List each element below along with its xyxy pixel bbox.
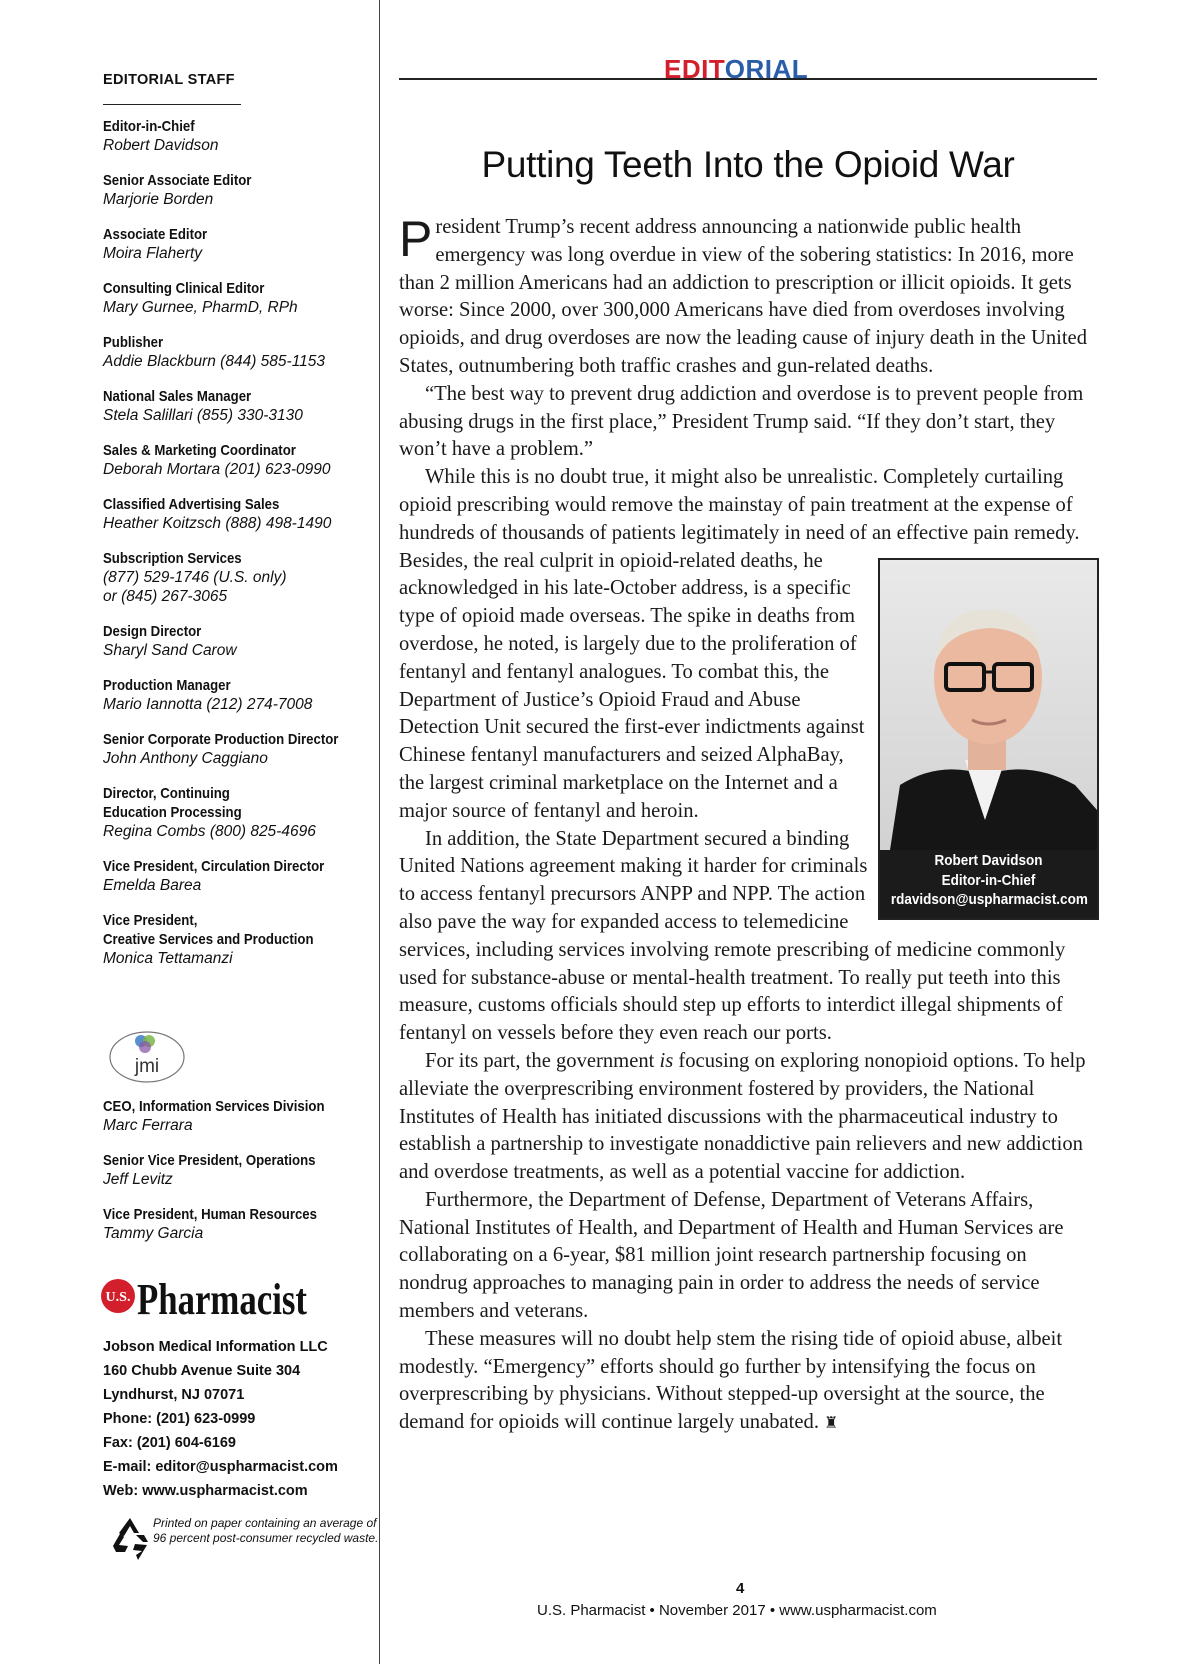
staff-role: Associate Editor [103,226,208,243]
staff-sidebar [0,0,380,1664]
fax: Fax: (201) 604-6169 [103,1435,236,1451]
staff-entry [103,1151,378,1189]
drop-cap: P [399,211,433,267]
staff-entry [103,441,378,479]
staff-name: Deborah Mortara (201) 623-0990 [103,461,331,478]
executive-list [103,1097,378,1259]
svg-text:U.S.: U.S. [105,1290,131,1305]
staff-name: Marjorie Borden [103,191,214,208]
company-name: Jobson Medical Information LLC [103,1339,328,1355]
staff-entry [103,857,378,895]
paragraph-1-text: resident Trump’s recent address announcing a nationwide public health emergency was long overdue in view of the sobering statistics: In 2016, more than 2 million Americans had an addiction to prescription or illicit opioids. It gets worse: Since 2000, over 300,000 Americans have died from overdoses involving opioids, and drug overdoses are now the leading cause of injury death in the United States, outnumbering both traffic crashes and gun-related deaths. [399,216,1087,377]
paragraph-7: Furthermore, the Department of Defense, Department of Veterans Affairs, National Institutes of Health, and Department of Health and Human Services are collaborating on a 6-year, $81 million joint research partnership focusing on nondrug approaches to managing pain in order to address the needs of service members and veterans. [399,1188,1064,1323]
paragraph-8 [399,1326,1099,1437]
staff-role: Publisher [103,334,164,351]
author-card [878,558,1099,920]
author-name: Robert Davidson [934,852,1043,870]
staff-entry [103,784,378,841]
staff-entry [103,225,378,263]
staff-entry [103,1097,378,1135]
address-line-1: 160 Chubb Avenue Suite 304 [103,1363,301,1379]
jmi-logo-text: jmi [134,1056,160,1077]
staff-name: John Anthony Caggiano [103,750,268,767]
staff-role: Director, Continuing Education Processing [103,785,242,821]
article-body [399,211,1099,1437]
staff-role: Senior Corporate Production Director [103,731,339,748]
staff-role: CEO, Information Services Division [103,1098,325,1115]
staff-entry [103,549,378,606]
phone: Phone: (201) 623-0999 [103,1411,256,1427]
staff-name: Marc Ferrara [103,1117,193,1134]
staff-heading: EDITORIAL STAFF [103,72,235,88]
svg-text:Pharmacist: Pharmacist [137,1275,308,1324]
paragraph-5: In addition, the State Department secured a binding United Nations agreement making it harder for criminals to access fentanyl precursors ANPP and NPP. The action also pave the way for expanded access to telemedicine services, including services involving remote prescribing of medicine commonly used for substance-abuse or mental-health treatment. To really put teeth into this measure, customs officials should step up efforts to interdict illegal shipments of fentanyl on vessels before they even reach our ports. [399,827,1066,1045]
staff-role: Senior Associate Editor [103,172,252,189]
staff-name: Heather Koitzsch (888) 498-1490 [103,515,332,532]
staff-name: Jeff Levitz [103,1171,173,1188]
staff-name: or (845) 267-3065 [103,588,228,605]
end-mark-icon: ♜ [824,1413,839,1433]
staff-entry [103,495,378,533]
staff-role: Subscription Services [103,550,242,567]
author-caption [880,851,1097,910]
web-link[interactable]: Web: www.uspharmacist.com [103,1483,308,1499]
staff-entry [103,622,378,660]
us-pharmacist-logo [101,1270,311,1322]
staff-list [103,117,378,984]
staff-name: Regina Combs (800) 825-4696 [103,823,316,840]
paragraph-6-emphasis: is [659,1049,674,1072]
staff-divider [103,104,241,105]
staff-role: Vice President, Creative Services and Production [103,912,314,948]
staff-name: Mario Iannotta (212) 274-7008 [103,696,313,713]
paragraph-1 [399,211,1099,381]
staff-role: Editor-in-Chief [103,118,195,135]
author-title: Editor-in-Chief [941,871,1036,889]
staff-role: Design Director [103,623,202,640]
address-line-2: Lyndhurst, NJ 07071 [103,1387,245,1403]
author-email[interactable]: rdavidson@uspharmacist.com [890,891,1088,909]
staff-entry [103,911,378,968]
staff-entry [103,387,378,425]
staff-role: Sales & Marketing Coordinator [103,442,296,459]
publisher-contact [103,1335,338,1503]
staff-role: National Sales Manager [103,388,252,405]
staff-name: Emelda Barea [103,877,202,894]
staff-name: Moira Flaherty [103,245,203,262]
staff-name: Monica Tettamanzi [103,950,233,967]
staff-name: Sharyl Sand Carow [103,642,237,659]
staff-entry [103,171,378,209]
jmi-logo [108,1030,186,1084]
paragraph-6-text-a: For its part, the government [425,1049,660,1072]
staff-name: (877) 529-1746 (U.S. only) [103,569,287,586]
staff-role: Production Manager [103,677,231,694]
staff-role: Consulting Clinical Editor [103,280,265,297]
staff-name: Stela Salillari (855) 330-3130 [103,407,303,424]
paragraph-2: “The best way to prevent drug addiction and overdose is to prevent people from abusing drugs in the first place,” President Trump said. “If they don’t start, they won’t have a problem.” [399,382,1084,461]
staff-role: Classified Advertising Sales [103,496,280,513]
paragraph-6 [399,1048,1099,1187]
paragraph-8-text: These measures will no doubt help stem the rising tide of opioid abuse, albeit modestly. “Emergency” efforts should go further by intensifying the focus on overprescribing by physicians. Without stepped-up oversight at the source, the demand for opioids will continue largely unabated. [399,1327,1063,1434]
staff-entry [103,1205,378,1243]
staff-name: Addie Blackburn (844) 585-1153 [103,353,326,370]
staff-role: Vice President, Human Resources [103,1206,317,1223]
recycle-note: Printed on paper containing an average of 96 percent post-consumer recycled waste. [153,1516,379,1545]
staff-name: Robert Davidson [103,137,219,154]
staff-entry [103,730,378,768]
staff-role: Vice President, Circulation Director [103,858,325,875]
staff-entry [103,117,378,155]
section-label [664,54,808,85]
paragraph-4: Besides, the real culprit in opioid-related deaths, he acknowledged in his late-October address, is a specific type of opioid made overseas. The spike in deaths from overdose, he noted, is largely due to the proliferation of fentanyl and fentanyl analogues. To combat this, the Department of Justice’s Opioid Fraud and Abuse Detection Unit secured the first-ever indictments against Chinese fentanyl manufacturers and seized AlphaBay, the largest criminal marketplace on the Internet and a major source of fentanyl and heroin. [399,549,865,822]
article-title: Putting Teeth Into the Opioid War [481,144,1015,185]
staff-entry [103,676,378,714]
header-rule [399,78,1097,80]
author-photo [880,560,1097,850]
recycle-icon [106,1515,154,1563]
staff-entry [103,333,378,371]
staff-name: Tammy Garcia [103,1225,204,1242]
paragraph-3: While this is no doubt true, it might also be unrealistic. Completely curtailing opioid prescribing would remove the mainstay of pain treatment at the expense of hundreds of thousands of patients legitimately in need of an effective pain remedy. [399,466,1080,544]
section-label-red: EDIT [664,54,725,84]
staff-entry [103,279,378,317]
staff-name: Mary Gurnee, PharmD, RPh [103,299,298,316]
section-label-blue: ORIAL [724,54,809,84]
email-link[interactable]: E-mail: editor@uspharmacist.com [103,1459,338,1475]
page-number: 4 [736,1580,745,1597]
staff-role: Senior Vice President, Operations [103,1152,316,1169]
paragraph-6-text-b: focusing on exploring nonopioid options. To help alleviate the overprescribing environment fostered by providers, the National Institutes of Health has initiated discussions with the pharmaceutical industry to establish a partnership to investigate nonaddictive pain relievers and new addiction and overdose treatments, as well as a potential vaccine for addiction. [399,1049,1086,1184]
page-footer: U.S. Pharmacist • November 2017 • www.uspharmacist.com [537,1602,937,1619]
